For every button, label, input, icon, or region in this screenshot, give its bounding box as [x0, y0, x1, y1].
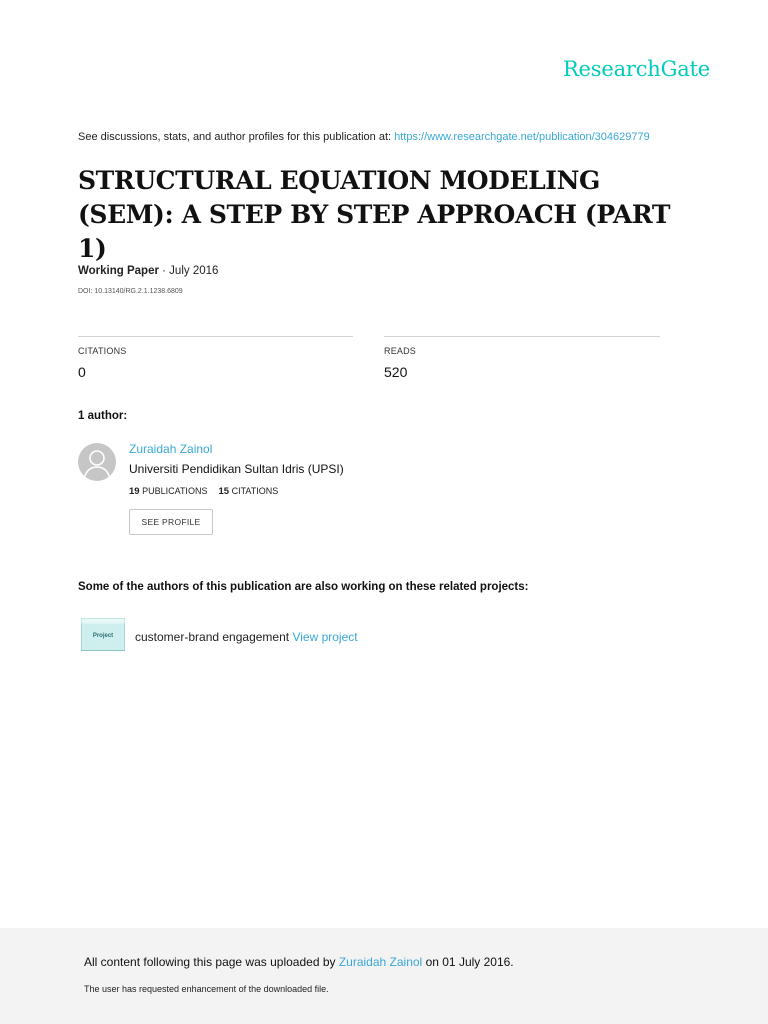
author-citations-count: 15 [218, 486, 230, 497]
author-name-link[interactable]: Zuraidah Zainol [129, 442, 213, 456]
author-stats [129, 486, 278, 497]
upload-suffix: on 01 July 2016. [425, 955, 514, 969]
author-publications-label: PUBLICATIONS [142, 486, 208, 496]
publication-doi: DOI: 10.13140/RG.2.1.1238.6809 [78, 288, 183, 295]
upload-info [84, 955, 514, 969]
reads-stat [384, 336, 660, 380]
publication-url-link[interactable]: https://www.researchgate.net/publication/304629779 [394, 131, 650, 143]
project-folder-icon [81, 618, 125, 651]
citations-value: 0 [78, 364, 86, 380]
enhancement-note: The user has requested enhancement of the downloaded file. [84, 984, 329, 994]
related-projects-heading: Some of the authors of this publication are also working on these related projects: [78, 581, 529, 593]
author-publications-count: 19 [129, 486, 140, 497]
publication-type: Working Paper [78, 265, 159, 277]
footer [0, 928, 768, 1024]
project-name: customer-brand engagement [135, 630, 290, 644]
publication-date: · July 2016 [162, 265, 219, 277]
authors-heading: 1 author: [78, 410, 128, 422]
project-icon-label: Project [92, 633, 114, 639]
source-prefix: See discussions, stats, and author profiles for this publication at: [78, 131, 392, 143]
citations-stat [78, 336, 353, 380]
uploader-link[interactable]: Zuraidah Zainol [338, 955, 423, 969]
publication-meta [78, 265, 218, 277]
author-institution: Universiti Pendidikan Sultan Idris (UPSI) [129, 462, 344, 476]
upload-prefix: All content following this page was uploaded by [84, 955, 336, 969]
author-citations-label: CITATIONS [231, 486, 279, 496]
user-silhouette-icon [78, 443, 116, 481]
avatar-placeholder-icon[interactable] [78, 443, 116, 481]
publication-title: STRUCTURAL EQUATION MODELING (SEM): A STEP BY STEP APPROACH (PART 1) [78, 166, 671, 263]
reads-label: READS [384, 346, 417, 356]
view-project-link[interactable]: View project [292, 630, 358, 644]
project-item [135, 630, 358, 644]
reads-value: 520 [384, 364, 408, 380]
citations-label: CITATIONS [78, 346, 127, 356]
source-line [78, 131, 650, 143]
researchgate-logo[interactable]: ResearchGate [562, 57, 710, 81]
see-profile-button[interactable]: SEE PROFILE [129, 509, 213, 535]
